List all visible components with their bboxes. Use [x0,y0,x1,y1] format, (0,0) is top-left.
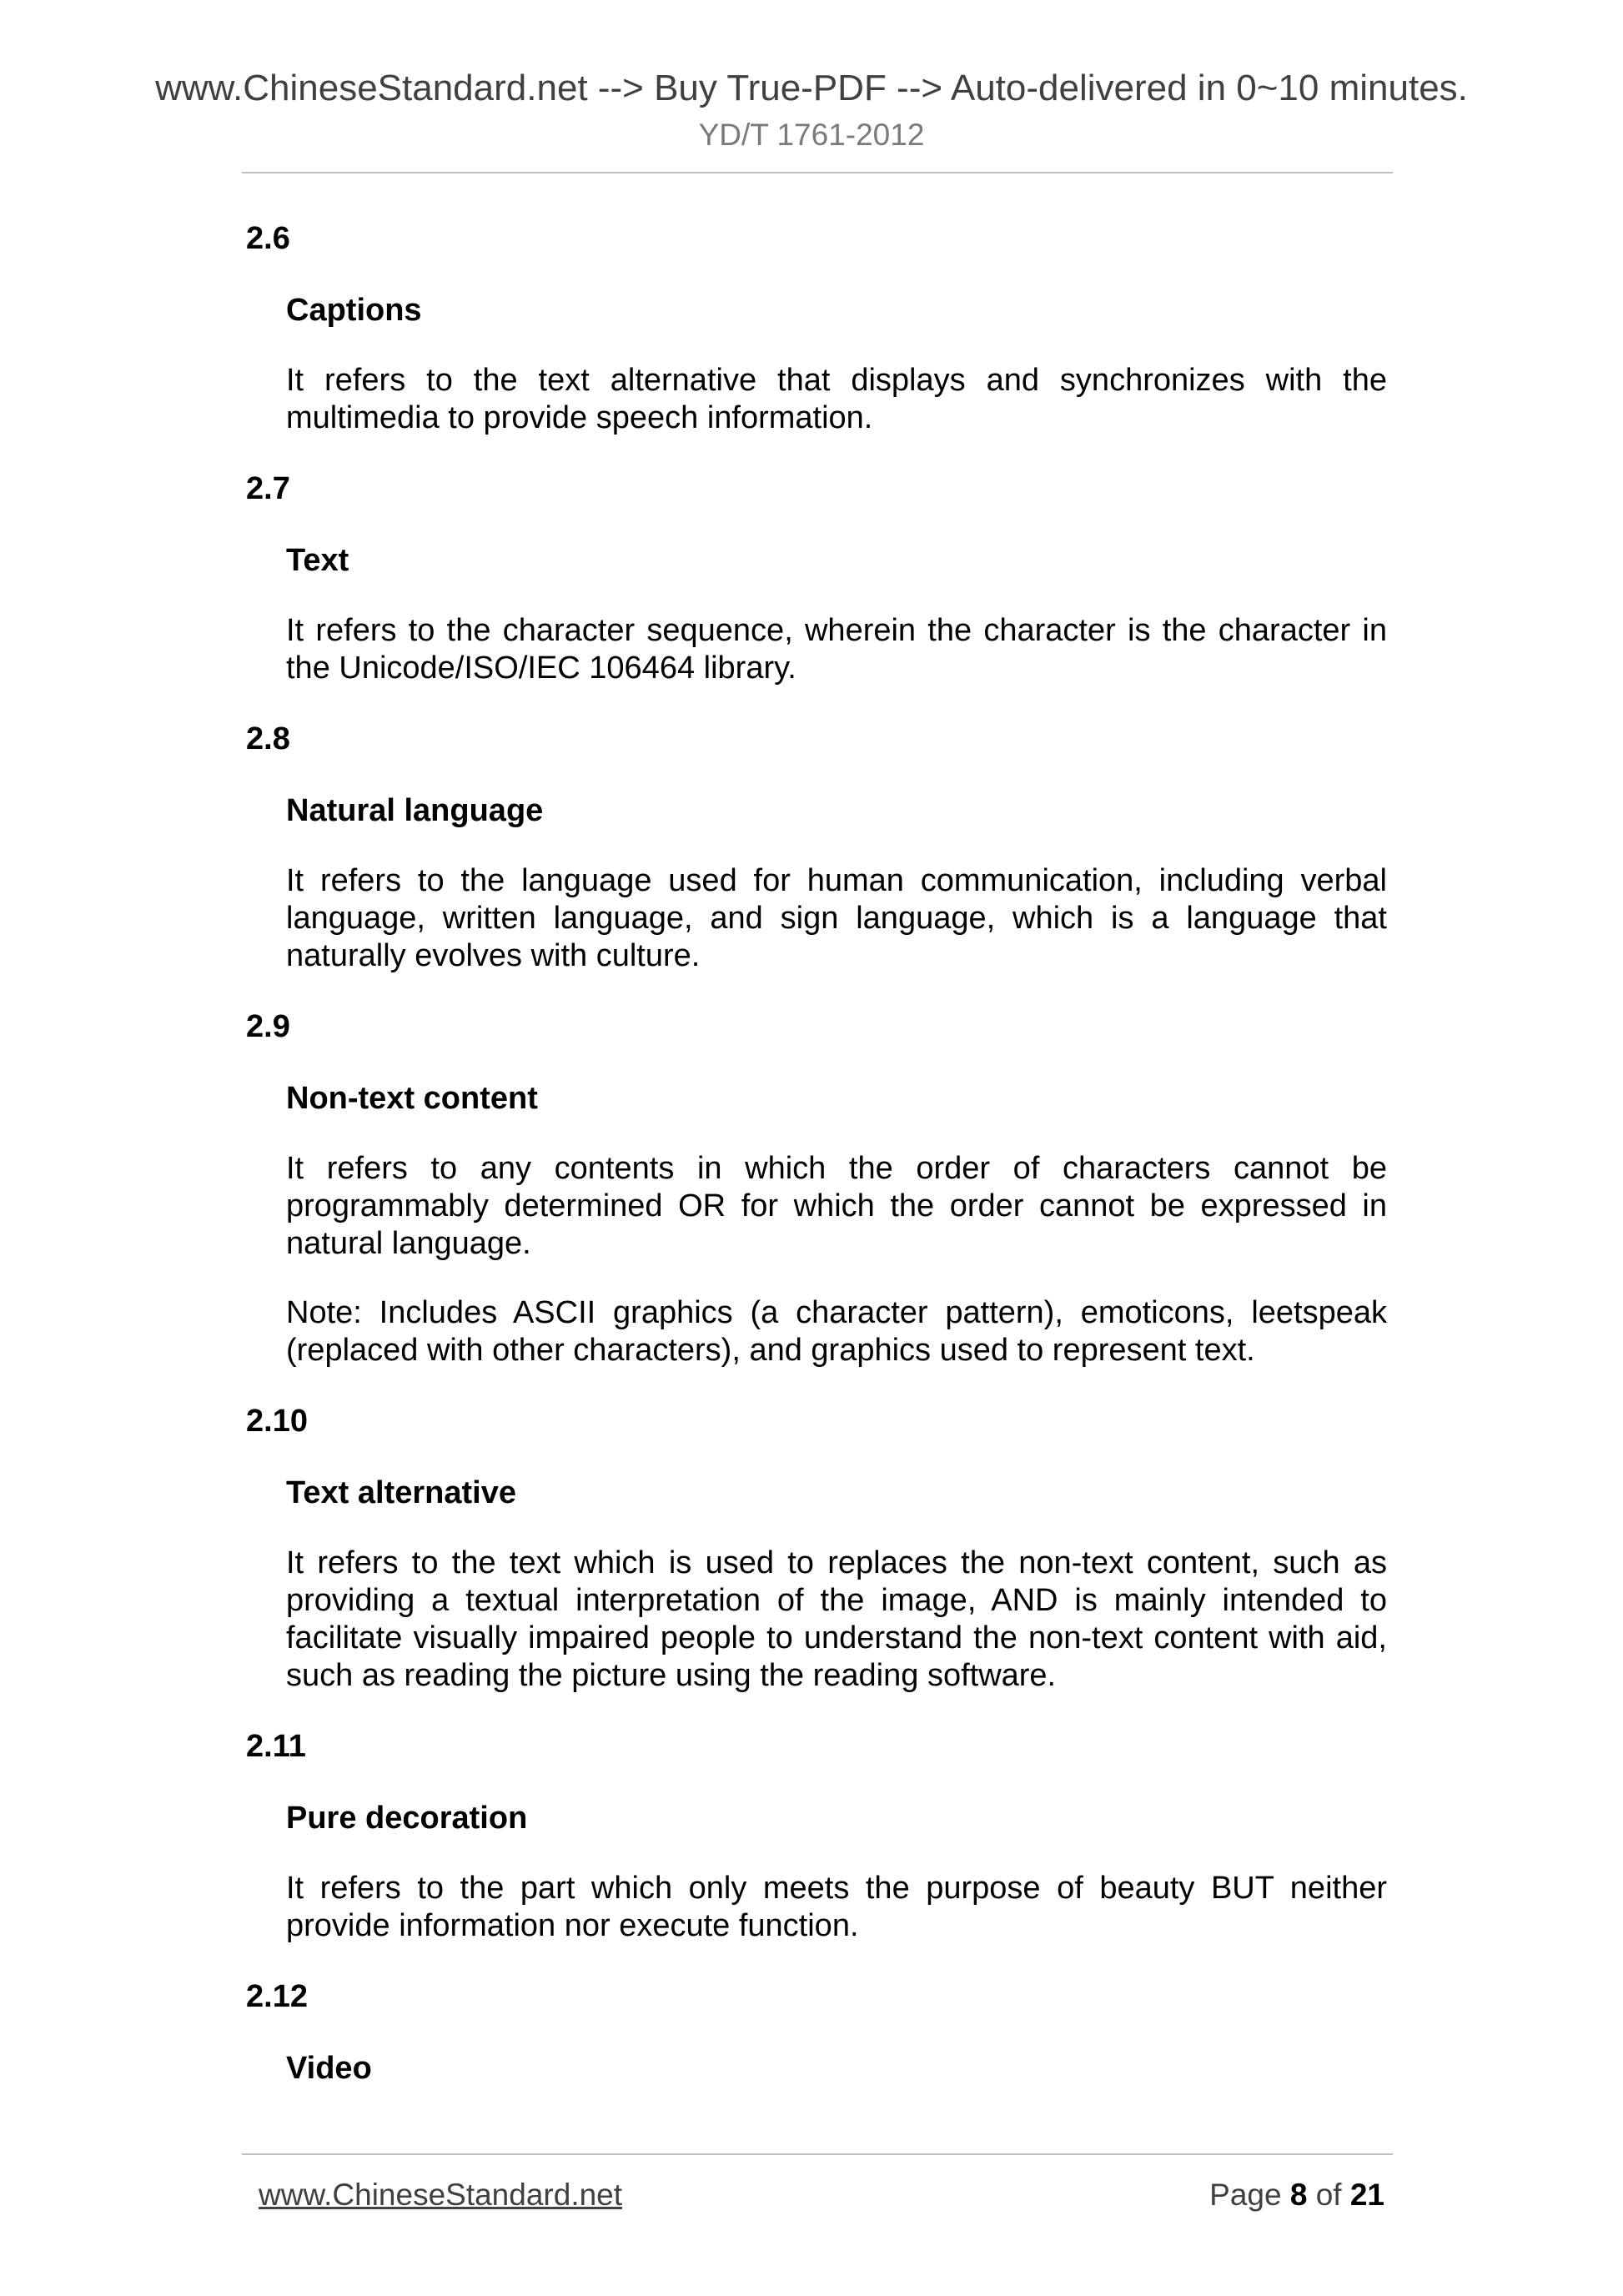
standard-id: YD/T 1761-2012 [698,118,925,152]
section-number: 2.6 [246,221,290,256]
section-paragraph: It refers to any contents in which the order of characters cannot be programmably determined OR for which the order cannot be expressed in natural language. [286,1151,1387,1261]
section-number: 2.10 [246,1404,308,1439]
section-paragraph: It refers to the text which is used to replaces the non-text content, such as providing a textual interpretation of the image, AND is mainly intended to facilitate visually impaired people to understand the non-text content with aid, such as reading the picture using the reading software. [286,1545,1387,1693]
footer-divider [242,2153,1393,2155]
footer-site-link[interactable]: www.ChineseStandard.net [259,2178,623,2212]
section-term: Text [286,543,349,578]
section-note: Note: Includes ASCII graphics (a character pattern), emoticons, leetspeak (replaced with other characters), and graphics used to represent text. [286,1295,1387,1368]
page-current: 8 [1289,2178,1308,2212]
section-number: 2.8 [246,721,290,756]
section-paragraph: It refers to the part which only meets the purpose of beauty BUT neither provide information nor execute function. [286,1871,1387,1943]
section-number: 2.7 [246,471,290,506]
section-number: 2.11 [246,1729,306,1764]
page-of: of [1315,2178,1342,2212]
section-number: 2.12 [246,1979,308,2014]
header-divider [242,172,1393,173]
section-number: 2.9 [246,1009,290,1044]
section-term: Captions [286,293,422,328]
section-term: Natural language [286,793,544,828]
section-paragraph: It refers to the character sequence, wherein the character is the character in the Unicode/ISO/IEC 106464 library. [286,613,1387,686]
document-body [246,219,1387,2120]
section-paragraph: It refers to the language used for human communication, including verbal language, written language, and sign language, which is a language that naturally evolves with culture. [286,863,1387,973]
section-term: Non-text content [286,1081,538,1116]
header-banner: www.ChineseStandard.net --> Buy True-PDF --> Auto-delivered in 0~10 minutes. [155,68,1468,108]
page-label: Page [1209,2178,1282,2212]
section-term: Video [286,2051,372,2086]
section-term: Pure decoration [286,1801,528,1836]
page-indicator [1209,2175,1384,2215]
section-paragraph: It refers to the text alternative that displays and synchronizes with the multimedia to provide speech information. [286,363,1387,435]
page-total: 21 [1349,2178,1384,2212]
section-term: Text alternative [286,1475,516,1510]
